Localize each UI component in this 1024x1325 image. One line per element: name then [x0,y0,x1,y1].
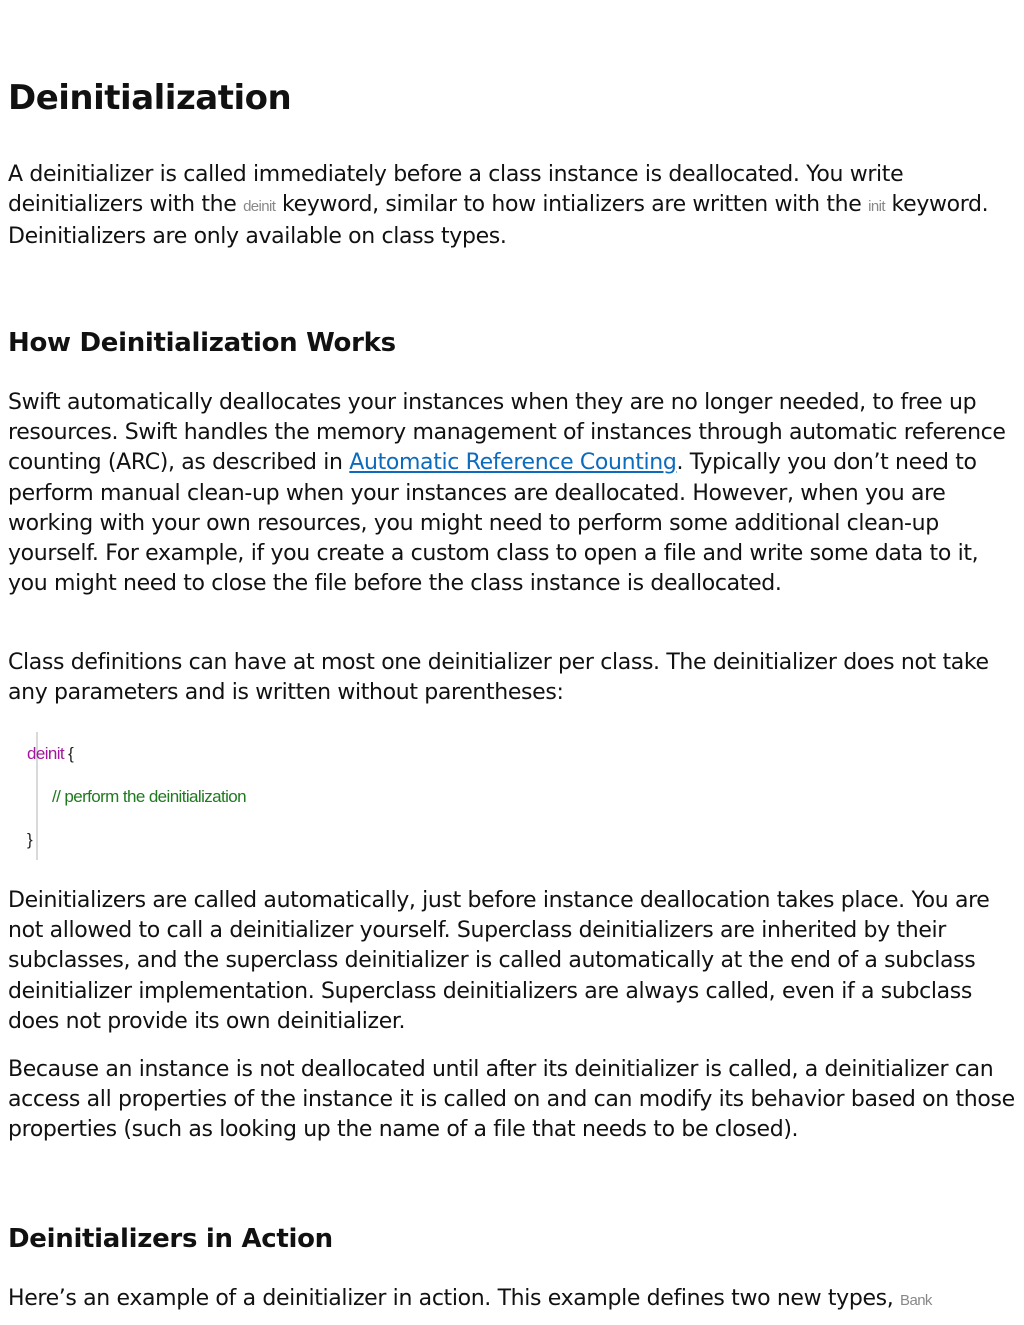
intro-paragraph [8,160,1020,253]
code-block [27,732,418,860]
inline-code-deinit: deinit [243,198,276,216]
inline-code-init: init [868,198,885,216]
code-line-1 [27,744,73,764]
section-heading-how-it-works: How Deinitialization Works [8,328,396,358]
paragraph-text: Swift automatically deallocates your instances when they are no longer needed, to free up resources. Swift handles the memory management of instances through automatic reference counting (ARC), as described in [8,390,1006,476]
page-title: Deinitialization [8,78,292,118]
how-it-works-paragraph-1 [8,388,1020,599]
section-heading-in-action: Deinitializers in Action [8,1224,333,1254]
intro-text-1: A deinitializer is called immediately before a class instance is deallocated. You write deinitializers with the [8,162,904,218]
how-it-works-paragraph-3: Deinitializers are called automatically, just before instance deallocation takes place. You are not allowed to call a deinitializer yourself. Superclass deinitializers are inherited by their subclasses, and the superclass deinitializer is called automatically at the end of a subclass deinitializer implementation. Superclass deinitializers are always called, even if a subclass does not provide its own deinitializer. [8,888,990,1034]
code-keyword: deinit [27,744,65,763]
how-it-works-paragraph-2: Class definitions can have at most one deinitializer per class. The deinitializer does not take any parameters and is written without parentheses: [8,650,989,706]
code-open-brace: { [68,744,74,763]
paragraph-text: Here’s an example of a deinitializer in action. This example defines two new types, [8,1286,901,1311]
in-action-paragraph-1 [8,1284,1020,1316]
code-line-3 [27,830,32,850]
how-it-works-paragraph-4: Because an instance is not deallocated until after its deinitializer is called, a deinitializer can access all properties of the instance it is called on and can modify its behavior based on those properties (such as looking up the name of a file that needs to be closed). [8,1057,1015,1143]
paragraph-text: . Typically you don’t need to perform manual clean-up when your instances are deallocated. However, when you are working with your own resources, you might need to perform some additional clean-up yourself. For example, if you create a custom class to open a file and write some data to it, you might need to close the file before the class instance is deallocated. [8,450,979,597]
code-comment: // perform the deinitialization [52,787,247,806]
intro-text-3: keyword. Deinitializers are only available on class types. [8,192,989,250]
arc-link[interactable]: Automatic Reference Counting [349,450,677,476]
code-close-brace: } [27,830,33,849]
inline-code-bank: Bank [900,1292,932,1309]
intro-text-2: keyword, similar to how intializers are written with the [275,192,869,218]
code-line-2 [52,787,246,807]
